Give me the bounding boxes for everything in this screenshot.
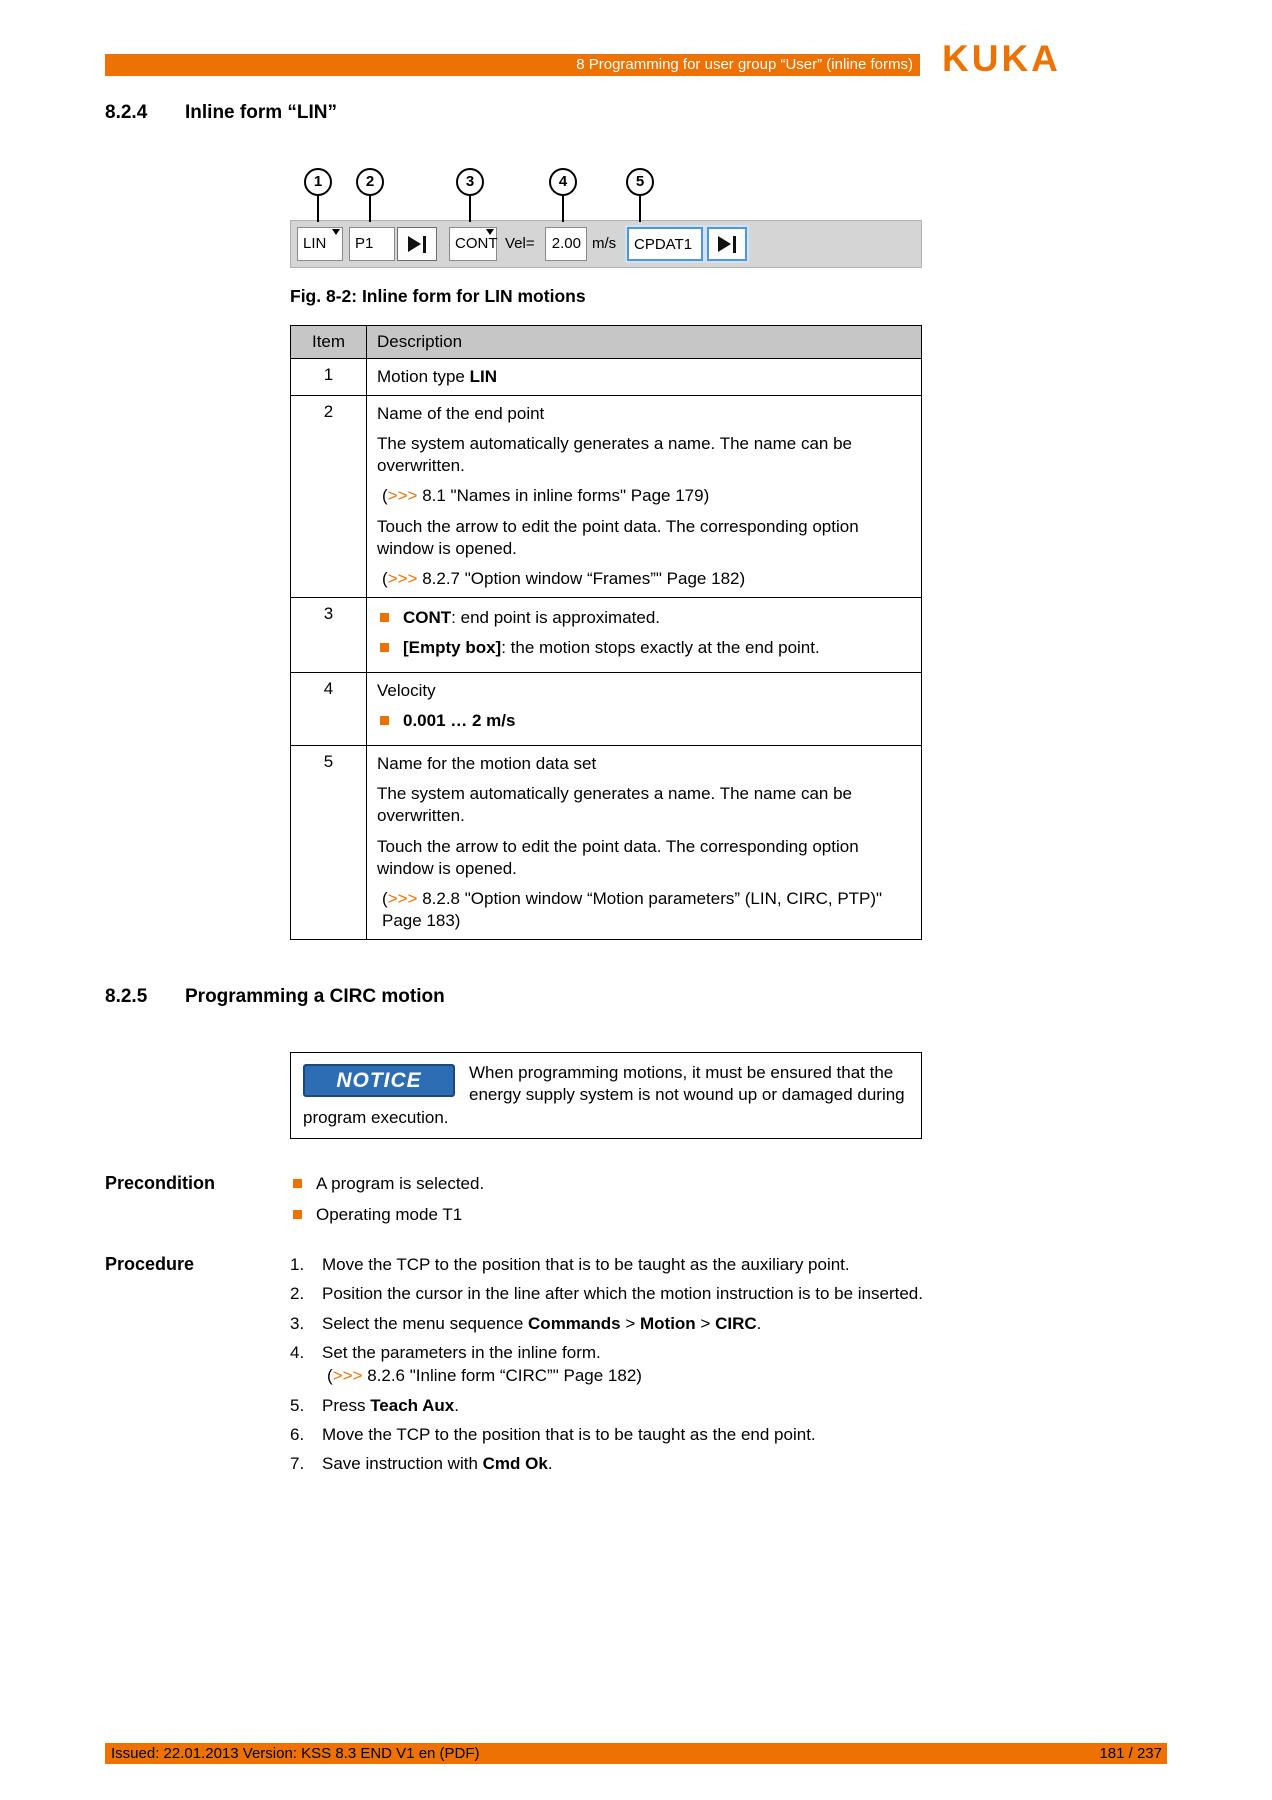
footer-page-number: 181 / 237 bbox=[1099, 1745, 1162, 1762]
text-run: CPDAT1 bbox=[634, 236, 693, 253]
step-text bbox=[322, 1453, 553, 1475]
item-description bbox=[367, 396, 922, 598]
velocity-label: Vel= bbox=[505, 235, 535, 252]
text-run-bold: Teach Aux bbox=[370, 1395, 455, 1415]
step-number: 4. bbox=[290, 1342, 305, 1362]
figure-inline-form-lin bbox=[290, 168, 922, 270]
play-bar-icon bbox=[423, 236, 426, 253]
precondition-label: Precondition bbox=[105, 1173, 216, 1194]
step-text: Position the cursor in the line after which the motion instruction is to be inserted. bbox=[322, 1284, 923, 1304]
text-run: ( bbox=[327, 1365, 333, 1385]
text-run: . bbox=[454, 1395, 460, 1415]
procedure-step-1 bbox=[290, 1254, 925, 1276]
ref-arrows: >>> bbox=[387, 888, 418, 908]
text-run: : end point is approximated. bbox=[451, 607, 661, 627]
step-number: 2. bbox=[290, 1284, 305, 1304]
bullet-text bbox=[403, 710, 515, 732]
text-run-bold: CONT bbox=[403, 607, 452, 627]
item-description bbox=[367, 673, 922, 746]
callout-line bbox=[369, 196, 371, 222]
notice-badge: NOTICE bbox=[303, 1064, 455, 1097]
section-heading-825 bbox=[105, 986, 925, 1008]
item-number: 1 bbox=[291, 359, 367, 396]
paragraph: Touch the arrow to edit the point data. The corresponding option window is opened. bbox=[377, 516, 859, 558]
bullet-square-icon bbox=[380, 643, 389, 652]
paragraph: The system automatically generates a name. The name can be overwritten. bbox=[377, 434, 852, 476]
bullet-item bbox=[377, 607, 911, 629]
bullet-item bbox=[290, 1204, 925, 1226]
precondition-block bbox=[105, 1173, 925, 1226]
lin-form-description-table bbox=[290, 325, 922, 940]
paragraph: Velocity bbox=[377, 681, 436, 701]
bullet-text: Operating mode T1 bbox=[316, 1205, 463, 1225]
procedure-content bbox=[290, 1254, 925, 1475]
bullet-text bbox=[403, 637, 820, 659]
kuka-logo: KUKA bbox=[942, 38, 1061, 79]
text-run: . bbox=[756, 1313, 762, 1333]
notice-box bbox=[290, 1052, 922, 1139]
text-run: CONT bbox=[455, 235, 498, 252]
cross-reference-link[interactable] bbox=[377, 568, 911, 590]
table-row bbox=[291, 746, 922, 940]
item-number: 5 bbox=[291, 746, 367, 940]
approximation-dropdown bbox=[449, 227, 497, 261]
procedure-step-4 bbox=[290, 1342, 925, 1364]
item-description bbox=[367, 746, 922, 940]
text-run: P1 bbox=[355, 235, 374, 252]
paragraph: Name of the end point bbox=[377, 404, 545, 424]
col-header-description: Description bbox=[367, 326, 922, 359]
callout-5: 5 bbox=[626, 168, 654, 196]
table-row bbox=[291, 396, 922, 598]
callout-1: 1 bbox=[304, 168, 332, 196]
section-title: Programming a CIRC motion bbox=[185, 985, 445, 1007]
text-run: : the motion stops exactly at the end point. bbox=[501, 637, 820, 657]
dropdown-arrow-icon bbox=[332, 229, 340, 235]
bullet-square-icon bbox=[380, 613, 389, 622]
paragraph: Name for the motion data set bbox=[377, 754, 597, 774]
bullet-text: A program is selected. bbox=[316, 1174, 485, 1194]
item-number: 3 bbox=[291, 597, 367, 672]
text-run: 8.2.7 "Option window “Frames”" Page 182) bbox=[417, 568, 746, 588]
cross-reference-link[interactable] bbox=[322, 1365, 925, 1387]
bullet-item bbox=[377, 637, 911, 659]
bullet-item bbox=[377, 710, 911, 732]
bullet-item bbox=[290, 1173, 925, 1195]
ref-arrows: >>> bbox=[332, 1365, 363, 1385]
text-run: 8.2.6 "Inline form “CIRC”" Page 182) bbox=[362, 1365, 642, 1385]
step-number: 6. bbox=[290, 1424, 305, 1444]
text-run-bold: Cmd Ok bbox=[482, 1454, 548, 1474]
text-run: 8.1 "Names in inline forms" Page 179) bbox=[417, 486, 710, 506]
velocity-value-box bbox=[545, 227, 587, 261]
procedure-step-6 bbox=[290, 1424, 925, 1446]
play-triangle-icon bbox=[408, 236, 421, 252]
item-description bbox=[367, 359, 922, 396]
callout-2: 2 bbox=[356, 168, 384, 196]
procedure-step-3 bbox=[290, 1313, 925, 1335]
item-description bbox=[367, 597, 922, 672]
col-header-item: Item bbox=[291, 326, 367, 359]
inline-form-strip bbox=[290, 220, 922, 268]
table-row bbox=[291, 359, 922, 396]
text-run: Select the menu sequence bbox=[322, 1313, 529, 1333]
text-run: Press bbox=[322, 1395, 371, 1415]
item-number: 4 bbox=[291, 673, 367, 746]
text-run-bold: CIRC bbox=[715, 1313, 757, 1333]
section-title: Inline form “LIN” bbox=[185, 102, 337, 123]
precondition-content bbox=[290, 1173, 925, 1226]
figure-caption: Fig. 8-2: Inline form for LIN motions bbox=[290, 286, 586, 306]
cross-reference-link[interactable] bbox=[377, 888, 911, 932]
text-run: Save instruction with bbox=[322, 1454, 483, 1474]
text-run-bold: Commands bbox=[528, 1313, 621, 1333]
bullet-square-icon bbox=[380, 716, 389, 725]
paragraph: Touch the arrow to edit the point data. The corresponding option window is opened. bbox=[377, 836, 859, 878]
text-run-bold: Motion bbox=[639, 1313, 696, 1333]
header-title: 8 Programming for user group “User” (inline forms) bbox=[576, 56, 913, 73]
touch-arrow-button-dataset bbox=[707, 227, 747, 261]
procedure-step-5 bbox=[290, 1395, 925, 1417]
step-text: Move the TCP to the position that is to be taught as the end point. bbox=[322, 1424, 816, 1444]
section-heading-824 bbox=[105, 102, 925, 124]
procedure-label: Procedure bbox=[105, 1254, 195, 1275]
text-run: > bbox=[620, 1313, 640, 1333]
step-number: 5. bbox=[290, 1395, 305, 1415]
callout-line bbox=[469, 196, 471, 222]
step-number: 3. bbox=[290, 1313, 305, 1333]
callout-line bbox=[317, 196, 319, 222]
paragraph: The system automatically generates a name. The name can be overwritten. bbox=[377, 784, 852, 826]
text-run: > bbox=[695, 1313, 716, 1333]
text-run: ( bbox=[382, 888, 388, 908]
step-text: Move the TCP to the position that is to be taught as the auxiliary point. bbox=[322, 1255, 850, 1275]
page-body bbox=[105, 0, 925, 1482]
step-number: 1. bbox=[290, 1255, 305, 1275]
point-name-box bbox=[349, 227, 395, 261]
section-number: 8.2.5 bbox=[105, 985, 148, 1007]
bullet-square-icon bbox=[293, 1179, 302, 1188]
table-header-row bbox=[291, 326, 922, 359]
item-number: 2 bbox=[291, 396, 367, 598]
text-run: 8.2.8 "Option window “Motion parameters” (LIN, CIRC, PTP)" Page 183) bbox=[382, 888, 883, 930]
step-number: 7. bbox=[290, 1454, 305, 1474]
paragraph bbox=[377, 366, 911, 388]
text-run: Motion type bbox=[377, 367, 470, 387]
text-run: . bbox=[547, 1454, 553, 1474]
callout-4: 4 bbox=[549, 168, 577, 196]
callout-line bbox=[562, 196, 564, 222]
play-bar-icon bbox=[733, 236, 736, 253]
text-run-bold: LIN bbox=[469, 367, 497, 387]
step-text bbox=[322, 1395, 459, 1417]
bullet-square-icon bbox=[293, 1210, 302, 1219]
ref-arrows: >>> bbox=[387, 568, 418, 588]
page-footer-bar bbox=[105, 1743, 1167, 1764]
text-run-bold: [Empty box] bbox=[403, 637, 502, 657]
notice-text: When programming motions, it must be ensured that the energy supply system is not wound up or damaged during program execution. bbox=[303, 1062, 905, 1127]
dropdown-arrow-icon bbox=[486, 229, 494, 235]
touch-arrow-button bbox=[397, 227, 437, 261]
procedure-step-2 bbox=[290, 1283, 925, 1305]
motion-type-dropdown bbox=[297, 227, 343, 261]
procedure-block bbox=[105, 1254, 925, 1475]
cross-reference-link[interactable] bbox=[377, 485, 911, 507]
bullet-text bbox=[403, 607, 660, 629]
text-run: ( bbox=[382, 486, 388, 506]
text-run-bold: 0.001 … 2 m/s bbox=[403, 711, 516, 731]
text-run: LIN bbox=[303, 235, 327, 252]
procedure-step-7 bbox=[290, 1453, 925, 1475]
table-row bbox=[291, 673, 922, 746]
motion-dataset-box bbox=[627, 227, 703, 261]
step-text bbox=[322, 1313, 761, 1335]
footer-issue-info: Issued: 22.01.2013 Version: KSS 8.3 END V1 en (PDF) bbox=[111, 1745, 480, 1762]
text-run: 2.00 bbox=[551, 235, 581, 252]
velocity-unit-label: m/s bbox=[592, 235, 617, 252]
step-text: Set the parameters in the inline form. bbox=[322, 1342, 601, 1362]
play-triangle-icon bbox=[718, 236, 731, 252]
callout-3: 3 bbox=[456, 168, 484, 196]
text-run: ( bbox=[382, 568, 388, 588]
section-number: 8.2.4 bbox=[105, 102, 148, 123]
ref-arrows: >>> bbox=[387, 486, 418, 506]
callout-line bbox=[639, 196, 641, 222]
table-row bbox=[291, 597, 922, 672]
